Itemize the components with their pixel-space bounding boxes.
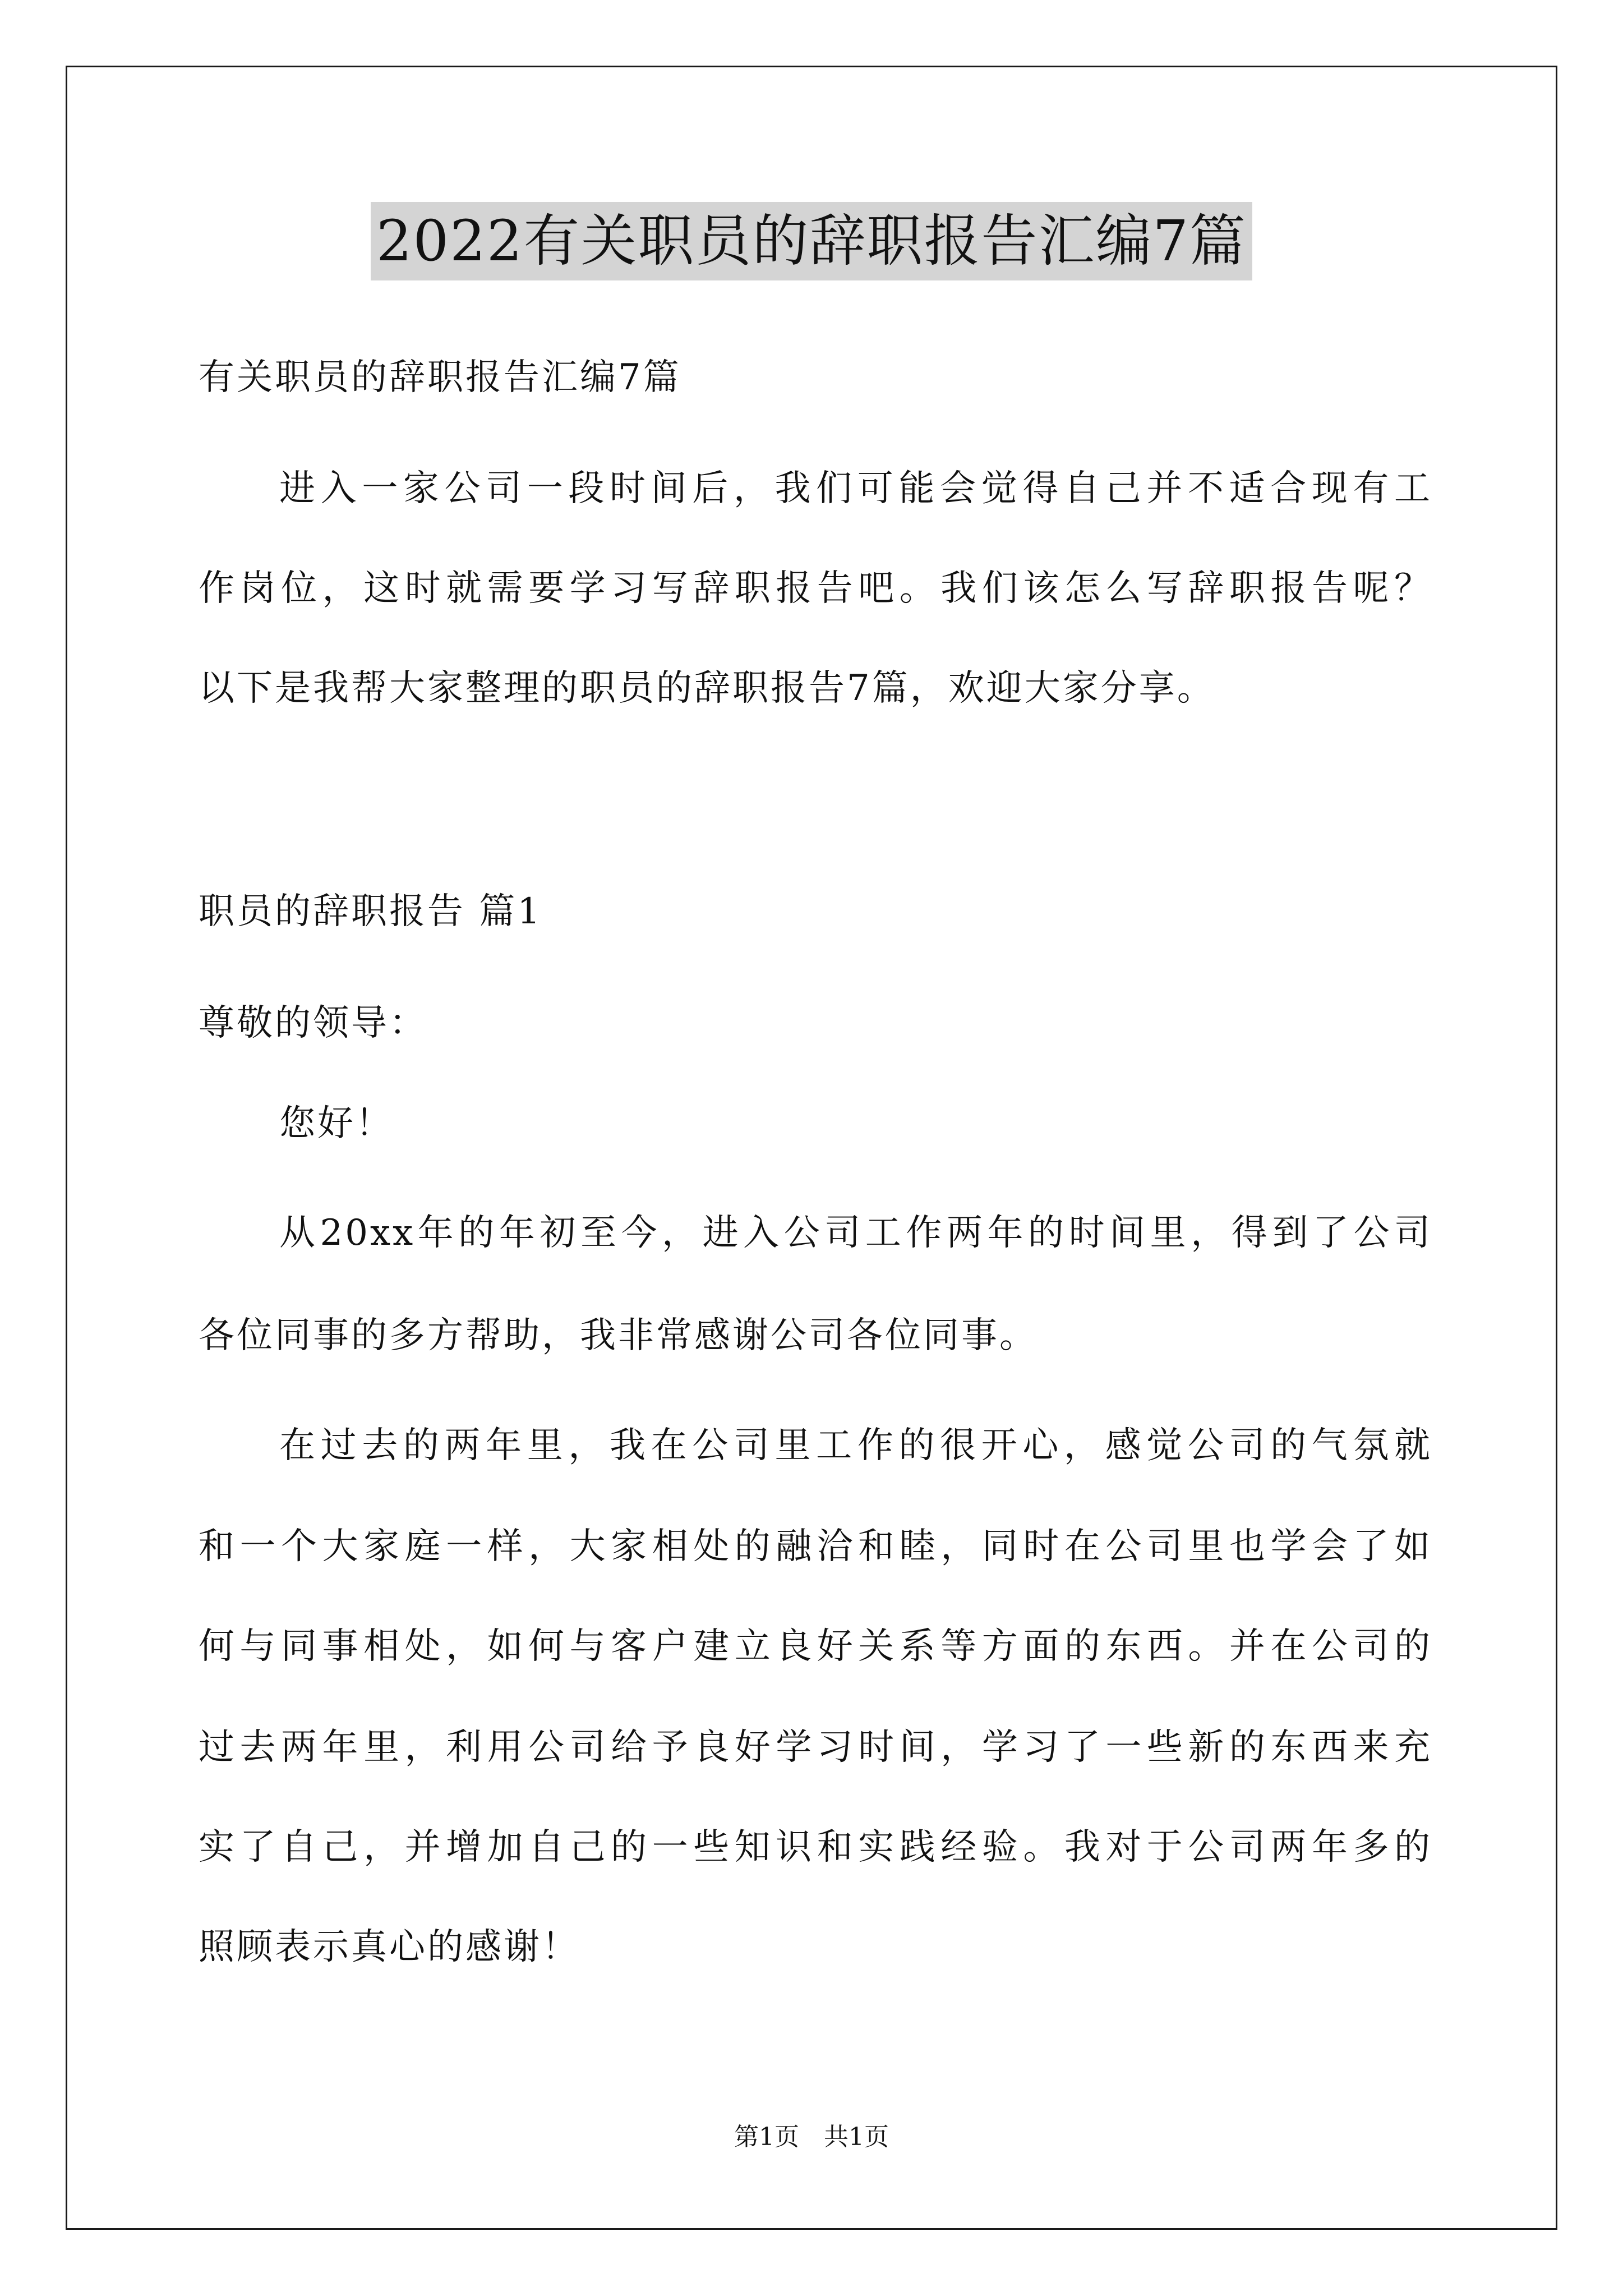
paragraph-1-line-1: 从20xx年的年初至今，进入公司工作两年的时间里，得到了公司 [279,1212,1432,1254]
paragraph-2-line-3: 何与同事相处，如何与客户建立良好关系等方面的东西。并在公司的 [199,1626,1432,1667]
paragraph-2-line-1: 在过去的两年里，我在公司里工作的很开心，感觉公司的气氛就 [279,1425,1432,1466]
intro-line-3: 以下是我帮大家整理的职员的辞职报告7篇，欢迎大家分享。 [199,668,1215,709]
salutation: 尊敬的领导： [199,1002,427,1044]
intro-line-1: 进入一家公司一段时间后，我们可能会觉得自己并不适合现有工 [279,468,1432,509]
paragraph-2-line-6: 照顾表示真心的感谢！ [199,1926,580,1968]
title-container [0,202,1623,280]
paragraph-2-line-4: 过去两年里，利用公司给予良好学习时间，学习了一些新的东西来充 [199,1727,1432,1768]
document-subtitle: 有关职员的辞职报告汇编7篇 [199,357,681,398]
paragraph-2-line-2: 和一个大家庭一样，大家相处的融洽和睦，同时在公司里也学会了如 [199,1526,1432,1567]
paragraph-1-line-2: 各位同事的多方帮助，我非常感谢公司各位同事。 [199,1315,1038,1356]
document-title: 2022有关职员的辞职报告汇编7篇 [371,202,1252,280]
paragraph-2-line-5: 实了自己，并增加自己的一些知识和实践经验。我对于公司两年多的 [199,1826,1432,1868]
intro-line-2: 作岗位，这时就需要学习写辞职报告吧。我们该怎么写辞职报告呢？ [199,568,1432,609]
page-footer: 第1页 共1页 [734,2123,889,2151]
section-heading: 职员的辞职报告 篇1 [199,891,543,932]
greeting: 您好！ [279,1103,394,1144]
